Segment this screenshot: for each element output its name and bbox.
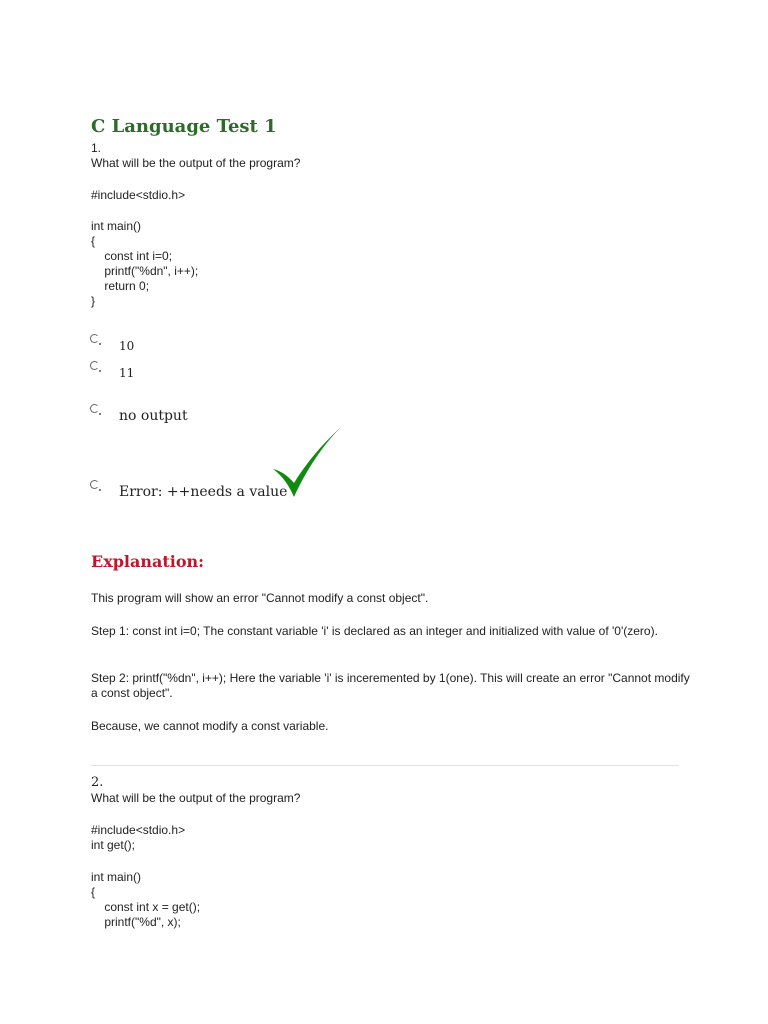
correct-answer-check-icon [271,425,343,501]
question-2-number: 2. [91,775,104,790]
explanation-step-1: Step 1: const int i=0; The constant variable 'i' is declared as an integer and initialized with value of '0'(zero). [91,624,658,638]
question-2-code-header: #include<stdio.h> int get(); [91,823,186,852]
explanation-step-2: Step 2: printf("%dn", i++); Here the variable 'i' is inceremented by 1(one). This will create an error "Cannot modify a const object". [91,671,690,700]
option-2-label: 11 [119,366,135,380]
question-2-code-main: int main() { const int x = get(); printf("%d", x); [91,870,201,929]
question-2-prompt: What will be the output of the program? [91,791,301,805]
section-divider [91,765,679,766]
question-1-code-include: #include<stdio.h> [91,188,186,202]
question-1-number: 1. [91,141,102,155]
explanation-paragraph: This program will show an error "Cannot modify a const object". [91,591,429,605]
explanation-conclusion: Because, we cannot modify a const variable. [91,719,329,733]
radio-button[interactable] [90,334,99,343]
explanation-heading: Explanation: [91,552,205,571]
radio-button[interactable] [90,480,99,489]
option-3-label: no output [119,408,188,424]
radio-button[interactable] [90,361,99,370]
radio-button[interactable] [90,404,99,413]
option-1-label: 10 [119,339,135,353]
page-title: C Language Test 1 [91,116,277,137]
question-1-code-main: int main() { const int i=0; printf("%dn", i++); return 0; } [91,219,199,308]
option-4-label: Error: ++needs a value [119,484,288,500]
question-1-prompt: What will be the output of the program? [91,156,301,170]
